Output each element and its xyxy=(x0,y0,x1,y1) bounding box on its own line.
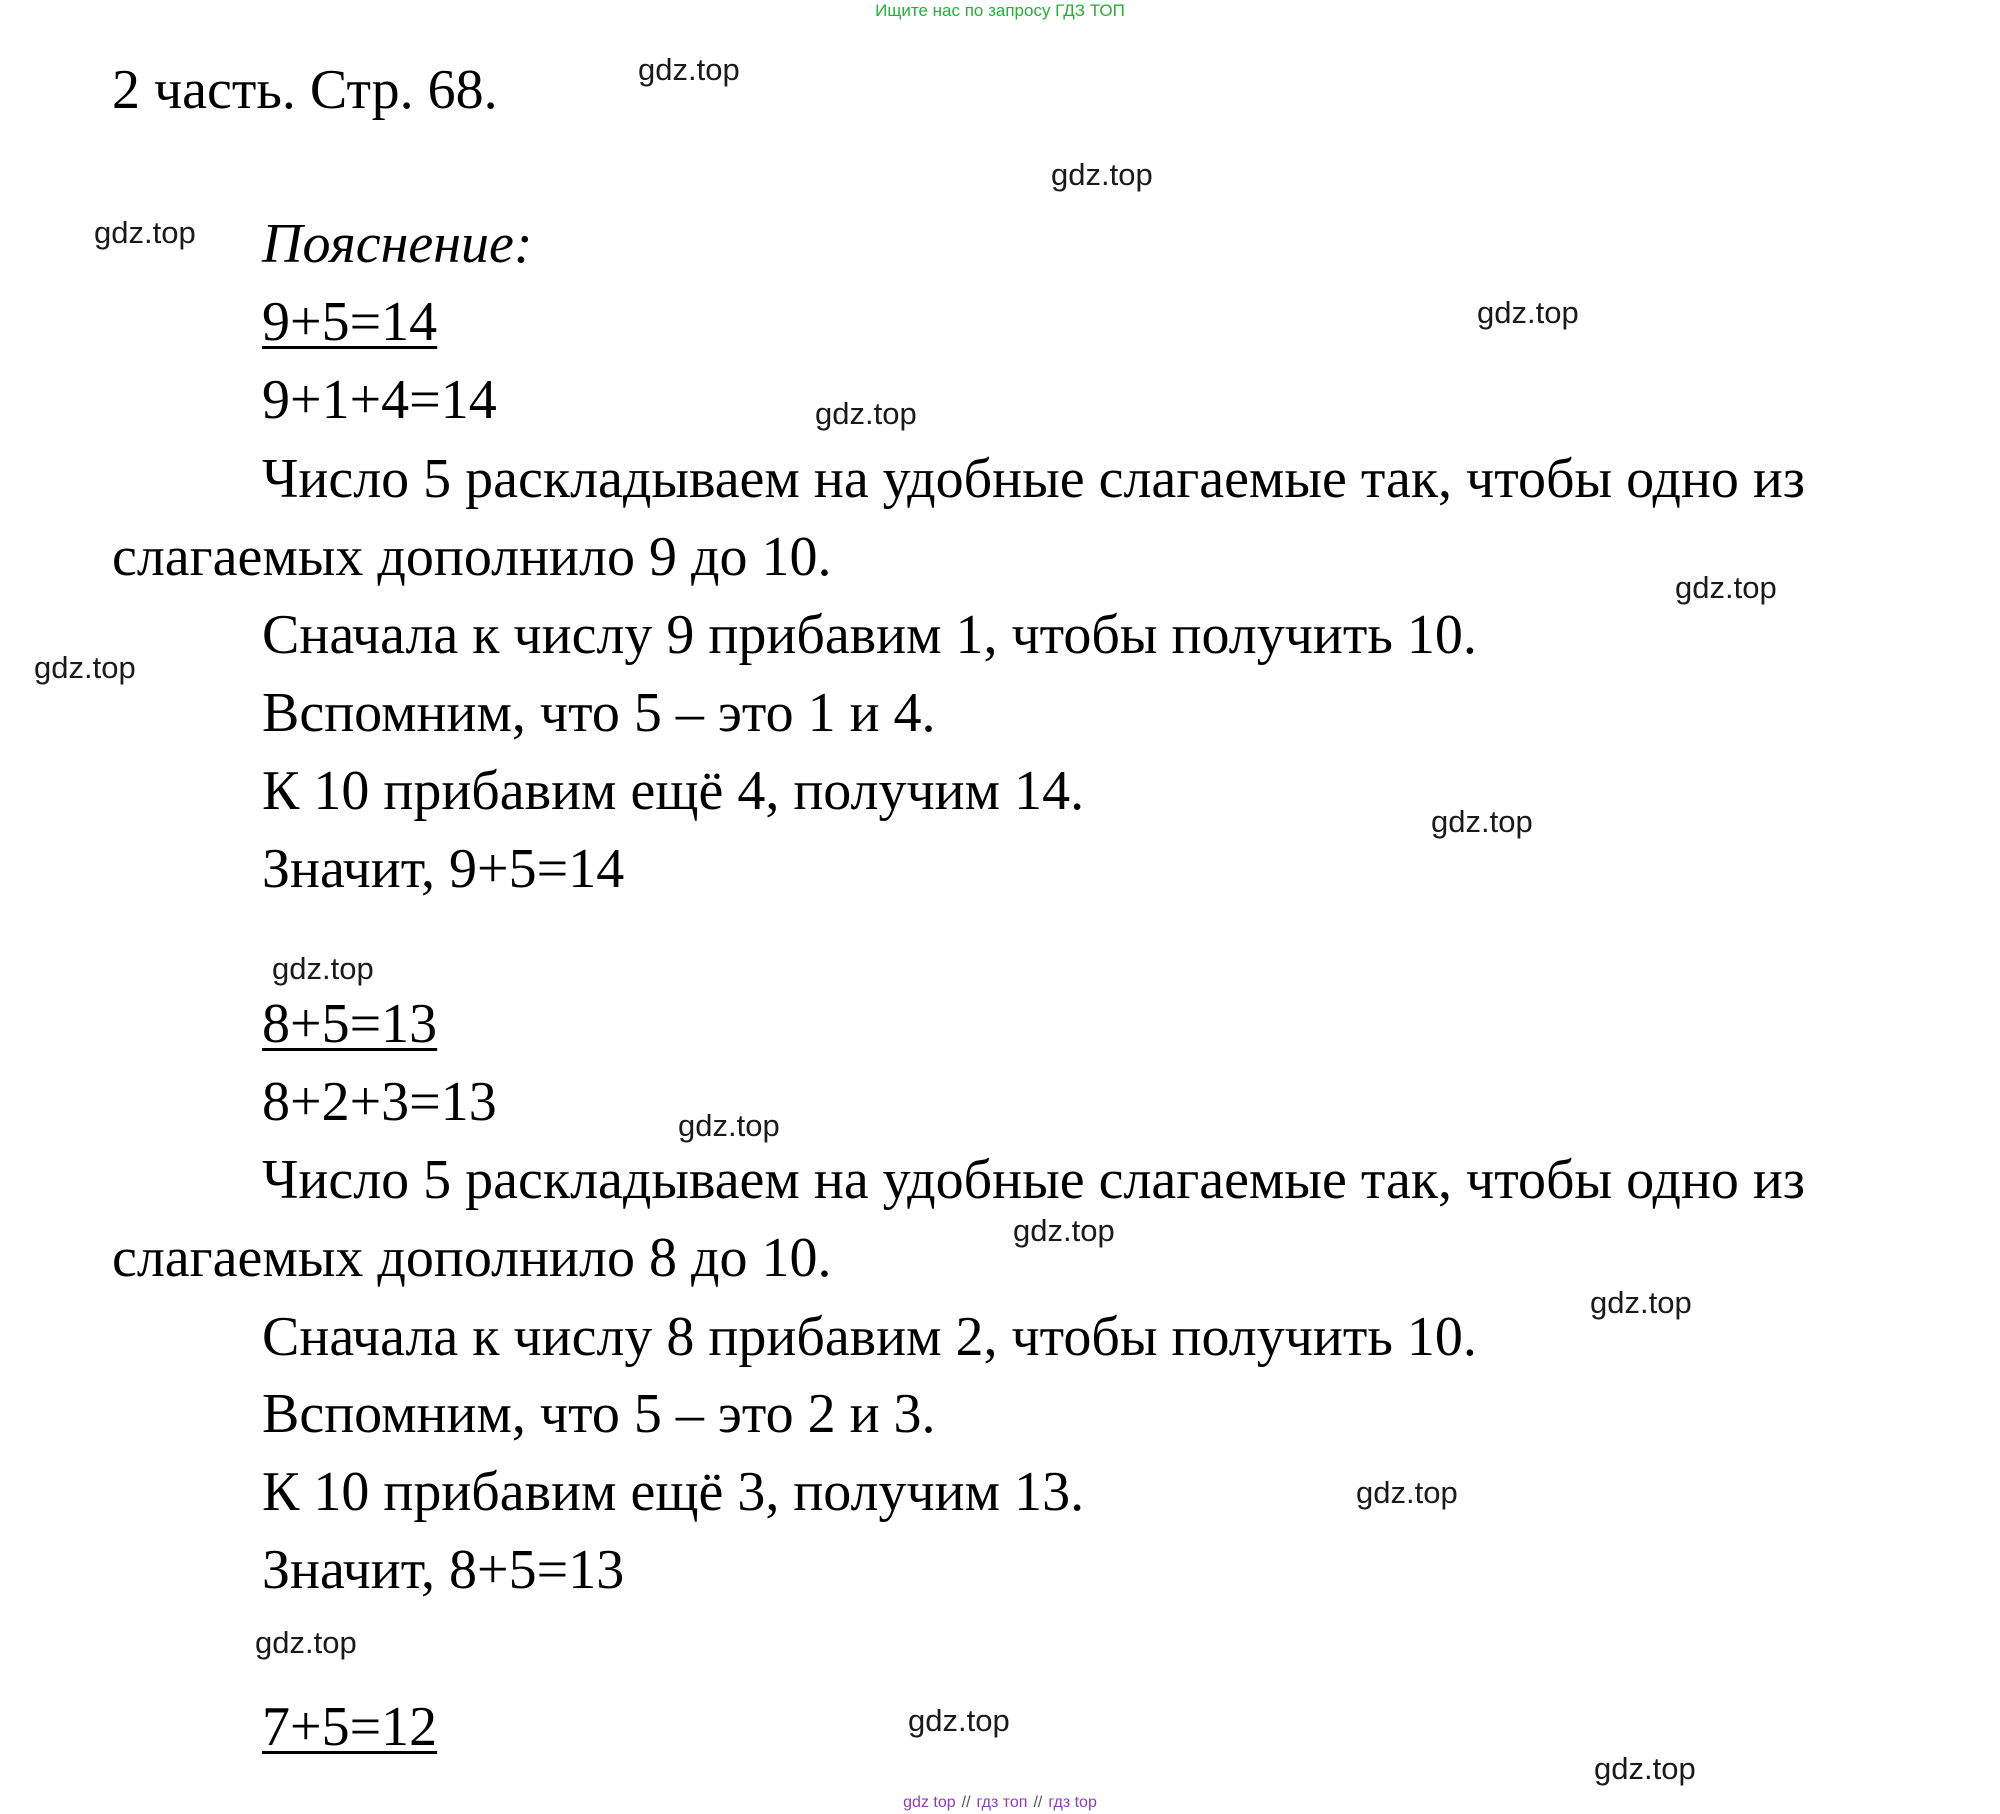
watermark: gdz.top xyxy=(908,1703,1010,1738)
watermark: gdz.top xyxy=(1477,295,1579,330)
watermark: gdz.top xyxy=(1590,1285,1692,1320)
block1-text-line1: Число 5 раскладываем на удобные слагаемые так, чтобы одно из xyxy=(262,448,1806,510)
block2-text-line2: слагаемых дополнило 8 до 10. xyxy=(112,1227,832,1289)
watermark: gdz.top xyxy=(815,396,917,431)
watermark: gdz.top xyxy=(1594,1751,1696,1786)
block2-text-line1: Число 5 раскладываем на удобные слагаемые так, чтобы одно из xyxy=(262,1149,1806,1211)
watermark: gdz.top xyxy=(1675,570,1777,605)
top-banner: Ищите нас по запросу ГДЗ ТОП xyxy=(875,1,1125,20)
block2-conclusion: Значит, 8+5=13 xyxy=(262,1539,625,1601)
block2-step1: Сначала к числу 8 прибавим 2, чтобы получить 10. xyxy=(262,1306,1477,1368)
block2-step2: Вспомним, что 5 – это 2 и 3. xyxy=(262,1383,936,1445)
block2-decomposition: 8+2+3=13 xyxy=(262,1071,497,1133)
block1-decomposition: 9+1+4=14 xyxy=(262,369,497,431)
bottom-banner-separator: // xyxy=(961,1794,971,1811)
bottom-banner-item: гдз топ xyxy=(976,1794,1028,1811)
watermark: gdz.top xyxy=(94,215,196,250)
block1-text-line2: слагаемых дополнило 9 до 10. xyxy=(112,526,832,588)
block1-conclusion: Значит, 9+5=14 xyxy=(262,838,625,900)
block1-step1: Сначала к числу 9 прибавим 1, чтобы получить 10. xyxy=(262,604,1477,666)
bottom-banner-item: gdz top xyxy=(903,1794,956,1811)
watermark: gdz.top xyxy=(1013,1213,1115,1248)
block3-equation: 7+5=12 xyxy=(262,1696,438,1758)
bottom-banner-separator: // xyxy=(1033,1794,1043,1811)
bottom-banner xyxy=(0,1793,2000,1813)
watermark: gdz.top xyxy=(1431,804,1533,839)
bottom-banner-item: гдз top xyxy=(1048,1794,1097,1811)
watermark: gdz.top xyxy=(255,1625,357,1660)
watermark: gdz.top xyxy=(34,650,136,685)
block1-step3: К 10 прибавим ещё 4, получим 14. xyxy=(262,760,1085,822)
explanation-label: Пояснение: xyxy=(262,213,533,275)
watermark: gdz.top xyxy=(678,1108,780,1143)
watermark: gdz.top xyxy=(638,52,740,87)
page-title: 2 часть. Стр. 68. xyxy=(112,59,498,121)
block1-step2: Вспомним, что 5 – это 1 и 4. xyxy=(262,682,936,744)
watermark: gdz.top xyxy=(1051,157,1153,192)
watermark: gdz.top xyxy=(1356,1475,1458,1510)
block2-equation: 8+5=13 xyxy=(262,993,438,1055)
block1-equation: 9+5=14 xyxy=(262,291,438,353)
watermark: gdz.top xyxy=(272,951,374,986)
block2-step3: К 10 прибавим ещё 3, получим 13. xyxy=(262,1461,1085,1523)
